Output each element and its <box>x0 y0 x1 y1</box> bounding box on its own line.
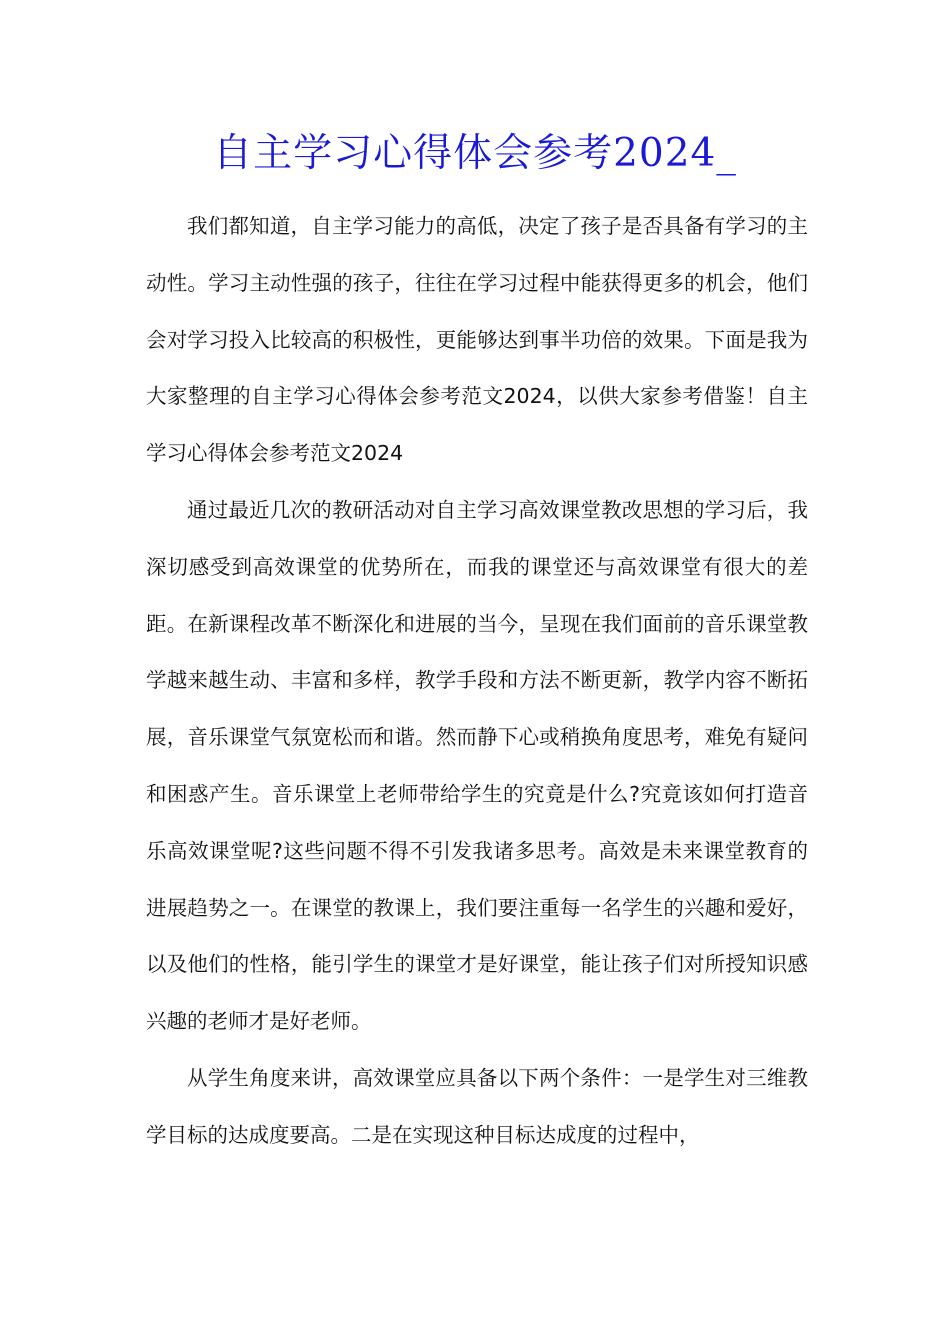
document-title: 自主学习心得体会参考2024_ <box>213 131 737 176</box>
paragraph-intro: 我们都知道，自主学习能力的高低，决定了孩子是否具备有学习的主动性。学习主动性强的孩子，往往在学习过程中能获得更多的机会，他们会对学习投入比较高的积极性，更能够达到事半功倍的效果。下面是我为大家整理的自主学习心得体会参考范文2024，以供大家参考借鉴！自主学习心得体会参考范文2024 <box>146 214 808 466</box>
document-body <box>146 198 808 1164</box>
paragraph-student-perspective: 从学生角度来讲，高效课堂应具备以下两个条件：一是学生对三维教学目标的达成度要高。二是在实现这种目标达成度的过程中， <box>146 1065 808 1147</box>
paragraph-reflection: 通过最近几次的教研活动对自主学习高效课堂教改思想的学习后，我深切感受到高效课堂的优势所在，而我的课堂还与高效课堂有很大的差距。在新课程改革不断深化和进展的当今，呈现在我们面前的音乐课堂教学越来越生动、丰富和多样，教学手段和方法不断更新，教学内容不断拓展，音乐课堂气氛宽松而和谐。然而静下心或稍换角度思考，难免有疑问和困惑产生。音乐课堂上老师带给学生的究竟是什么?究竟该如何打造音乐高效课堂呢?这些问题不得不引发我诸多思考。高效是未来课堂教育的进展趋势之一。在课堂的教课上，我们要注重每一名学生的兴趣和爱好，以及他们的性格，能引学生的课堂才是好课堂，能让孩子们对所授知识感兴趣的老师才是好老师。 <box>146 497 808 1034</box>
